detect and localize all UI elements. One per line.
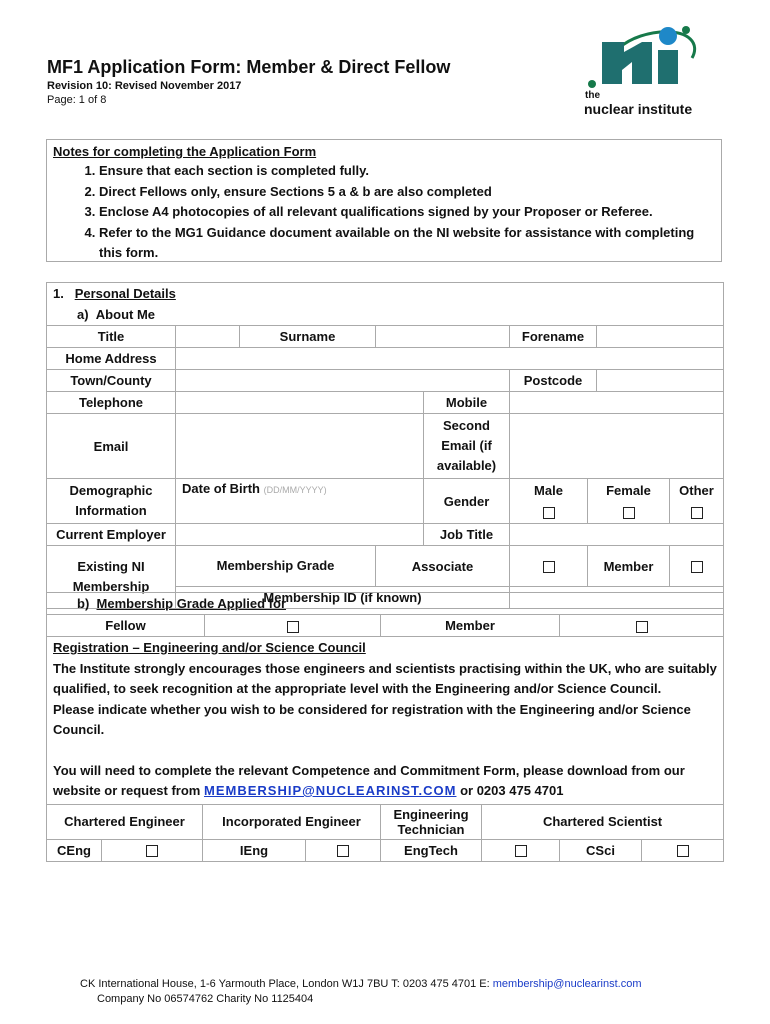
- associate-label: Associate: [376, 546, 510, 587]
- member-grade-cell: [560, 615, 724, 637]
- male-label: Male: [510, 479, 588, 502]
- postcode-field[interactable]: [597, 370, 724, 392]
- demographic-label: Demographic Information: [47, 479, 176, 524]
- forename-label: Forename: [510, 326, 597, 348]
- logo-the: the: [585, 90, 600, 101]
- member-checkbox[interactable]: [691, 561, 703, 573]
- footer-address: CK International House, 1-6 Yarmouth Place, London W1J 7BU T: 0203 475 4701 E: membership@nuclearinst.com: [80, 978, 642, 990]
- ieng-cell: [306, 839, 381, 861]
- page-number: Page: 1 of 8: [47, 94, 107, 106]
- note-item: 2. Direct Fellows only, ensure Sections 5 a & b are also completed: [99, 182, 715, 203]
- female-label: Female: [588, 479, 670, 502]
- chartered-engineer-label: Chartered Engineer: [47, 804, 203, 839]
- postcode-label: Postcode: [510, 370, 597, 392]
- registration-para-3: You will need to complete the relevant Competence and Commitment Form, please download from our website or request from MEMBERSHIP@NUCLEARINST.COM or 0203 475 4701: [53, 762, 685, 798]
- forename-field[interactable]: [597, 326, 724, 348]
- mobile-field[interactable]: [510, 392, 724, 414]
- notes-box: [46, 139, 722, 262]
- member-cell: [670, 546, 724, 587]
- registration-para-1: The Institute strongly encourages those engineers and scientists practising within the UK, who are suitably qualified, to seek recognition at the appropriate level with the Engineering and/or Science Council.: [53, 660, 717, 696]
- sub-a-heading: a) About Me: [47, 304, 724, 326]
- dob-field[interactable]: [176, 479, 424, 524]
- home-address-field[interactable]: [176, 348, 724, 370]
- notes-heading: Notes for completing the Application Form: [53, 144, 317, 159]
- csci-cell: [642, 839, 724, 861]
- footer-company: Company No 06574762 Charity No 1125404: [97, 993, 314, 1005]
- mobile-label: Mobile: [424, 392, 510, 414]
- gender-label: Gender: [424, 479, 510, 524]
- title-field[interactable]: [176, 326, 240, 348]
- male-cell: [510, 501, 588, 524]
- footer-email-link[interactable]: membership@nuclearinst.com: [492, 978, 642, 990]
- note-item: 1. Ensure that each section is completed fully.: [99, 161, 715, 182]
- ni-logo-mark: [580, 22, 710, 92]
- sub-b-heading: b) Membership Grade Applied for: [47, 593, 724, 615]
- member-grade-checkbox[interactable]: [636, 621, 648, 633]
- ceng-cell: [102, 839, 203, 861]
- note-item: 4. Refer to the MG1 Guidance document available on the NI website for assistance with completing this form.: [99, 223, 715, 264]
- other-label: Other: [670, 479, 724, 502]
- job-title-field[interactable]: [510, 524, 724, 546]
- dob-hint: (DD/MM/YYYY): [263, 485, 327, 495]
- chartered-scientist-label: Chartered Scientist: [482, 804, 724, 839]
- member-label: Member: [588, 546, 670, 587]
- job-title-label: Job Title: [424, 524, 510, 546]
- employer-field[interactable]: [176, 524, 424, 546]
- female-cell: [588, 501, 670, 524]
- membership-email-link[interactable]: MEMBERSHIP@NUCLEARINST.COM: [204, 783, 457, 798]
- surname-field[interactable]: [376, 326, 510, 348]
- member-grade-label: Member: [381, 615, 560, 637]
- nuclear-institute-logo: [580, 22, 710, 117]
- registration-heading: Registration – Engineering and/or Science Council: [53, 640, 366, 655]
- personal-details-table: [46, 282, 724, 609]
- section-1-heading: 1. Personal Details: [47, 283, 724, 305]
- telephone-label: Telephone: [47, 392, 176, 414]
- second-email-label: Second Email (if available): [424, 414, 510, 479]
- email-label: Email: [47, 414, 176, 479]
- membership-grade-label: Membership Grade: [176, 546, 376, 587]
- membership-grade-table: [46, 592, 724, 862]
- male-checkbox[interactable]: [543, 507, 555, 519]
- employer-label: Current Employer: [47, 524, 176, 546]
- town-field[interactable]: [176, 370, 510, 392]
- second-email-field[interactable]: [510, 414, 724, 479]
- dob-label: Date of Birth: [182, 481, 260, 496]
- fellow-cell: [205, 615, 381, 637]
- notes-list: [53, 161, 715, 264]
- engtech-cell: [482, 839, 560, 861]
- engtech-label: EngTech: [381, 839, 482, 861]
- engtech-checkbox[interactable]: [515, 845, 527, 857]
- title-label: Title: [47, 326, 176, 348]
- csci-label: CSci: [560, 839, 642, 861]
- engineering-technician-label: Engineering Technician: [381, 804, 482, 839]
- associate-cell: [510, 546, 588, 587]
- town-label: Town/County: [47, 370, 176, 392]
- membership-id-label: Membership ID (if known): [176, 587, 510, 609]
- surname-label: Surname: [240, 326, 376, 348]
- registration-block: [47, 637, 724, 805]
- associate-checkbox[interactable]: [543, 561, 555, 573]
- csci-checkbox[interactable]: [677, 845, 689, 857]
- female-checkbox[interactable]: [623, 507, 635, 519]
- other-cell: [670, 501, 724, 524]
- revision-text: Revision 10: Revised November 2017: [47, 80, 242, 92]
- existing-membership-label: Existing NI Membership: [47, 546, 176, 609]
- logo-name: nuclear institute: [584, 101, 693, 117]
- fellow-checkbox[interactable]: [287, 621, 299, 633]
- other-checkbox[interactable]: [691, 507, 703, 519]
- fellow-label: Fellow: [47, 615, 205, 637]
- ieng-checkbox[interactable]: [337, 845, 349, 857]
- ieng-label: IEng: [203, 839, 306, 861]
- ceng-checkbox[interactable]: [146, 845, 158, 857]
- incorporated-engineer-label: Incorporated Engineer: [203, 804, 381, 839]
- page-title: MF1 Application Form: Member & Direct Fellow: [47, 57, 451, 77]
- email-field[interactable]: [176, 414, 424, 479]
- home-address-label: Home Address: [47, 348, 176, 370]
- note-item: 3. Enclose A4 photocopies of all relevant qualifications signed by your Proposer or Referee.: [99, 202, 715, 223]
- registration-para-2: Please indicate whether you wish to be considered for registration with the Engineering and/or Science Council.: [53, 701, 691, 737]
- ceng-label: CEng: [47, 839, 102, 861]
- telephone-field[interactable]: [176, 392, 424, 414]
